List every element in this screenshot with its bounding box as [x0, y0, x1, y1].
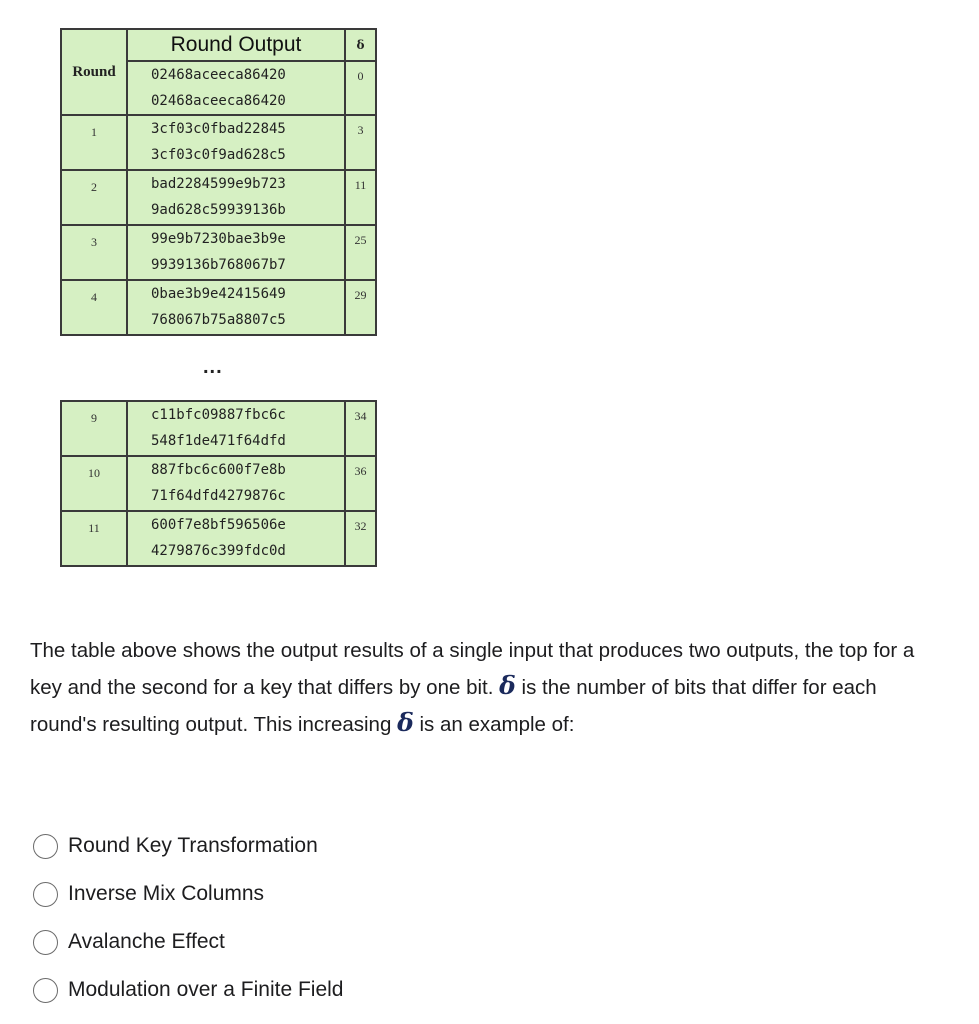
round-cell: 3	[61, 225, 127, 280]
table-row	[61, 401, 376, 456]
output-key-a: 600f7e8bf596506e	[151, 517, 286, 533]
delta-symbol: δ	[397, 708, 414, 737]
output-key-a: 887fbc6c600f7e8b	[151, 462, 286, 478]
radio-button[interactable]	[33, 882, 58, 907]
option-label: Avalanche Effect	[68, 930, 225, 953]
output-key-b: 3cf03c0f9ad628c5	[151, 147, 286, 163]
output-key-b: 9939136b768067b7	[151, 257, 286, 273]
round-output-table-top	[60, 28, 377, 336]
output-key-b: 9ad628c59939136b	[151, 202, 286, 218]
round-output-cell	[127, 401, 345, 456]
output-key-a: 3cf03c0fbad22845	[151, 121, 286, 137]
round-output-cell	[127, 115, 345, 170]
output-key-a: 99e9b7230bae3b9e	[151, 231, 286, 247]
answer-option-round-key-transformation[interactable]	[33, 822, 343, 870]
round-cell: 11	[61, 511, 127, 566]
round-cell: 9	[61, 401, 127, 456]
output-key-b: 4279876c399fdc0d	[151, 543, 286, 559]
answer-option-avalanche-effect[interactable]	[33, 918, 343, 966]
round-output-cell	[127, 456, 345, 511]
output-key-b: 768067b75a8807c5	[151, 312, 286, 328]
round-column-header: Round	[61, 29, 127, 115]
round-cell: 4	[61, 280, 127, 335]
delta-symbol: δ	[499, 671, 516, 700]
radio-button[interactable]	[33, 978, 58, 1003]
round-cell: 2	[61, 170, 127, 225]
table-row	[61, 115, 376, 170]
delta-cell: 32	[345, 511, 376, 566]
output-key-a: bad2284599e9b723	[151, 176, 286, 192]
answer-option-inverse-mix-columns[interactable]	[33, 870, 343, 918]
round-output-column-header: Round Output	[127, 29, 345, 61]
radio-button[interactable]	[33, 834, 58, 859]
output-key-a: 0bae3b9e42415649	[151, 286, 286, 302]
question-part-2: is the number of bits that differ for each round's resulting output. This increasing	[30, 676, 877, 736]
answer-options	[33, 822, 343, 1014]
round-output-cell	[127, 225, 345, 280]
answer-option-modulation-finite-field[interactable]	[33, 966, 343, 1014]
round-cell: 1	[61, 115, 127, 170]
output-key-b: 71f64dfd4279876c	[151, 488, 286, 504]
table-header-row	[61, 29, 376, 61]
question-part-3: is an example of:	[419, 713, 575, 736]
round-output-cell	[127, 511, 345, 566]
round-output-cell	[127, 280, 345, 335]
ellipsis: ...	[203, 356, 223, 378]
round-output-table-bottom	[60, 400, 377, 567]
delta-cell: 34	[345, 401, 376, 456]
output-key-a: 02468aceeca86420	[151, 67, 286, 83]
table-row	[61, 280, 376, 335]
delta-cell: 29	[345, 280, 376, 335]
output-key-a: c11bfc09887fbc6c	[151, 407, 286, 423]
question-text	[30, 633, 930, 742]
radio-button[interactable]	[33, 930, 58, 955]
delta-cell: 3	[345, 115, 376, 170]
delta-column-header: δ	[345, 29, 376, 61]
round-output-cell	[127, 170, 345, 225]
delta-cell: 36	[345, 456, 376, 511]
option-label: Modulation over a Finite Field	[68, 978, 344, 1001]
round-output-cell	[127, 61, 345, 115]
question-part-1: The table above shows the output results of a single input that produces two outputs, the top for a key and the second for a key that differs by one bit.	[30, 639, 915, 699]
delta-cell: 0	[345, 61, 376, 115]
option-label: Inverse Mix Columns	[68, 882, 265, 905]
output-key-b: 02468aceeca86420	[151, 93, 286, 109]
round-cell: 10	[61, 456, 127, 511]
delta-cell: 25	[345, 225, 376, 280]
delta-cell: 11	[345, 170, 376, 225]
table-row	[61, 225, 376, 280]
output-key-b: 548f1de471f64dfd	[151, 433, 286, 449]
table-row	[61, 511, 376, 566]
table-row	[61, 456, 376, 511]
table-row	[61, 170, 376, 225]
option-label: Round Key Transformation	[68, 834, 318, 857]
